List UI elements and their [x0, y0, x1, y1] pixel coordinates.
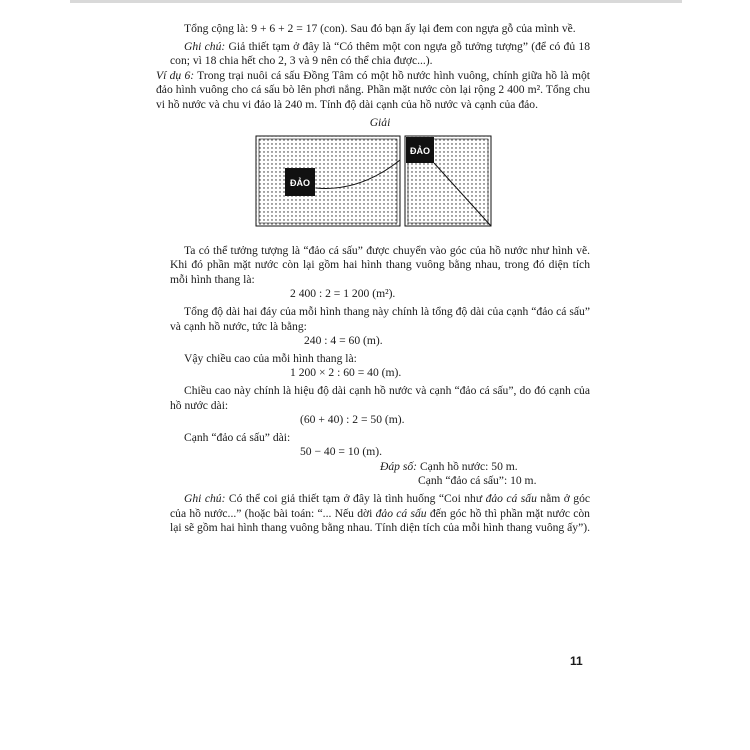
answer-line-2: Cạnh “đảo cá sấu”: 10 m. — [418, 474, 537, 488]
answer-label: Đáp số: — [380, 459, 418, 473]
island-corner-label: ĐẢO — [410, 145, 430, 156]
note-1 — [170, 40, 590, 69]
equation-1: 2 400 : 2 = 1 200 (m²). — [290, 287, 396, 301]
note-1-label: Ghi chú: — [184, 39, 226, 53]
equation-4: (60 + 40) : 2 = 50 (m). — [300, 413, 405, 427]
note-2-part-d: đảo cá sấu — [375, 506, 427, 520]
example-6-label: Ví dụ 6: — [156, 68, 195, 82]
note-2-part-c: nằm ở góc của hồ nước...” (hoặc bài toán: “... Nếu dời — [170, 492, 591, 520]
note-2-part-e: đến góc hồ thì phần mặt nước còn lại sẽ gồm hai hình thang vuông bằng nhau. Tính diện tích của mỗi hình thang vuông ấy”). — [170, 506, 590, 535]
example-6-text: Trong trại nuôi cá sấu Đồng Tâm có một hồ nước hình vuông, chính giữa hồ là một đảo hình vuông cho cá sấu bò lên phơi nắng. Phần mặt nước còn lại rộng 2 400 m². Tổng chu vi hồ nước và chu vi đảo là 240 m. Tính độ dài cạnh của hồ nước và cạnh của đảo. — [156, 68, 590, 111]
solution-figure — [170, 116, 590, 244]
book-page — [156, 22, 591, 536]
example-6 — [156, 69, 590, 113]
equation-2: 240 : 4 = 60 (m). — [304, 334, 383, 348]
note-2 — [170, 492, 590, 536]
note-2-label: Ghi chú: — [184, 492, 226, 506]
paragraph-island-side: Cạnh “đảo cá sấu” dài: — [184, 430, 291, 444]
page-number: 11 — [570, 654, 583, 668]
note-1-text: Giả thiết tạm ở đây là “Có thêm một con ngựa gỗ tưởng tượng” (để có đủ 18 con; vì 18 chia hết cho 2, 3 và 9 nên có thể chia được...). — [170, 39, 591, 68]
paragraph-total: Tổng cộng là: 9 + 6 + 2 = 17 (con). Sau đó bạn ấy lại đem con ngựa gỗ của mình về. — [184, 22, 576, 35]
equation-3: 1 200 × 2 : 60 = 40 (m). — [290, 366, 402, 380]
paragraph-height: Vậy chiều cao của mỗi hình thang là: — [184, 351, 357, 365]
note-2-part-b: đảo cá sấu — [485, 492, 537, 506]
equation-5: 50 − 40 = 10 (m). — [300, 445, 382, 459]
pond-left — [256, 136, 400, 226]
pond-diagram — [170, 130, 590, 240]
paragraph-imagine: Ta có thể tưởng tượng là “đảo cá sấu” được chuyển vào góc của hồ nước như hình vẽ. Khi đó phần mặt nước còn lại gồm hai hình thang vuông bằng nhau, trong đó diện tích mỗi hình thang là: — [170, 243, 590, 286]
paragraph-sum-bases: Tổng độ dài hai đáy của mỗi hình thang này chính là tổng độ dài của cạnh “đảo cá sấu” và cạnh hồ nước, tức là bằng: — [170, 304, 590, 333]
top-border — [70, 0, 682, 3]
answer-line-1 — [170, 460, 590, 475]
solution-title: Giải — [369, 115, 391, 129]
note-2-part-a: Có thể coi giả thiết tạm ở đây là tình huống “Coi như — [225, 492, 486, 506]
island-center-label: ĐẢO — [290, 177, 310, 188]
paragraph-difference: Chiều cao này chính là hiệu độ dài cạnh hồ nước và cạnh “đảo cá sấu”, do đó cạnh của hồ nước dài: — [170, 383, 590, 412]
answer-1: Cạnh hồ nước: 50 m. — [417, 459, 518, 473]
